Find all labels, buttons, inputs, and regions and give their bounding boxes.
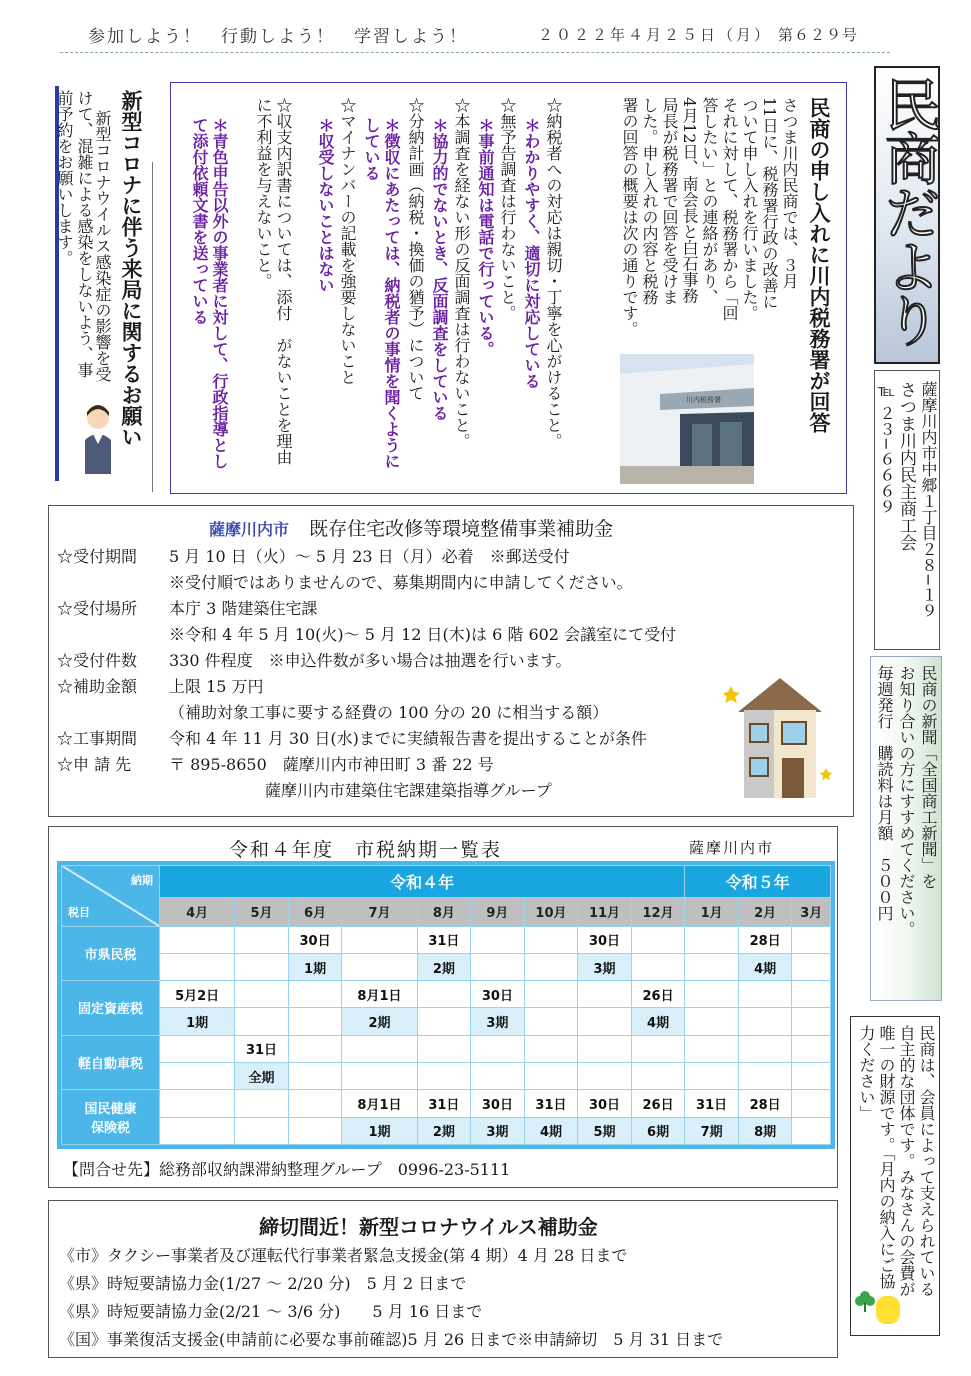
month-header: 4月 (160, 898, 235, 926)
term-cell (342, 1063, 417, 1090)
term-cell: 5期 (578, 1117, 632, 1144)
term-cell (524, 1008, 578, 1035)
due-date-cell (685, 1035, 739, 1062)
due-date-cell: 26日 (631, 981, 685, 1008)
article-text: 署の回答の概要は次の通りです。 (620, 97, 639, 337)
deadline-item: 《県》時短要請協力金(1/27 ～ 2/20 分) 5 月 2 日まで (59, 1274, 467, 1293)
news-line: 民商の新聞「全国商工新聞」を (919, 665, 938, 889)
term-cell (288, 1063, 342, 1090)
request-item: ☆マイナンバーの記載を強要しないこと (338, 97, 357, 385)
address-line: 薩摩川内市中郷１丁目２８−１９ (919, 381, 938, 619)
deadline-item: 《県》時短要請協力金(2/21 ～ 3/6 分) 5 月 16 日まで (59, 1302, 483, 1321)
due-date-cell (578, 1035, 632, 1062)
article-text: それに対して、税務署から「回 (720, 97, 739, 321)
term-cell (685, 953, 739, 980)
term-cell (524, 953, 578, 980)
corona-text: 前予約をお願いします。 (55, 90, 74, 266)
tax-term-row (62, 1063, 831, 1090)
due-date-cell: 31日 (417, 926, 471, 953)
term-cell (235, 1117, 289, 1144)
due-date-cell (524, 981, 578, 1008)
term-cell (235, 1008, 289, 1035)
month-header: 5月 (235, 898, 289, 926)
term-cell: 3期 (471, 1008, 525, 1035)
due-date-cell (631, 926, 685, 953)
month-header: 9月 (471, 898, 525, 926)
term-cell (685, 1063, 739, 1090)
due-date-cell (578, 981, 632, 1008)
corona-text: けて、混雑による感染をしないよう、事 (75, 90, 94, 378)
due-date-cell (417, 1035, 471, 1062)
request-item: ☆納税者への対応は親切・丁寧を心がけること。 (544, 97, 563, 449)
row-label: ☆補助金額 (57, 677, 138, 696)
office-answer: ＊青色申告以外の事業者に対して、行政指導として添付依頼文書を送っている (190, 117, 229, 469)
due-date-cell (792, 981, 831, 1008)
article-text: さつま川内民商では、３月 (780, 97, 799, 289)
term-cell: 6期 (631, 1117, 685, 1144)
slogan: 参加しよう！ 行動しよう！ 学習しよう！ (88, 27, 468, 47)
term-cell: 4期 (738, 953, 792, 980)
header-divider (60, 52, 890, 53)
membership-note (850, 1016, 940, 1336)
article-text: ついて申し入れを行いました。 (740, 97, 759, 321)
due-date-cell: 28日 (738, 926, 792, 953)
due-date-cell (235, 926, 289, 953)
term-cell (792, 1008, 831, 1035)
due-date-cell: 30日 (578, 926, 632, 953)
row-text: 〒 895-8650 薩摩川内市神田町 3 番 22 号 (169, 755, 494, 774)
due-date-cell (792, 1035, 831, 1062)
corona-deadlines (48, 1200, 838, 1358)
due-date-cell (471, 1035, 525, 1062)
due-date-cell (342, 1035, 417, 1062)
term-cell (578, 1008, 632, 1035)
subsidy-row (57, 778, 552, 801)
month-header: 8月 (417, 898, 471, 926)
newspaper-ad (870, 656, 942, 1001)
news-line: お知り合いの方にすすめてください。 (897, 665, 916, 937)
subsidy-heading (209, 514, 613, 541)
due-date-cell: 31日 (417, 1090, 471, 1117)
term-cell (578, 1063, 632, 1090)
deadline-item: 《市》タクシー事業者及び運転代行事業者緊急支援金(第 4 期）4 月 28 日まで (59, 1246, 628, 1265)
article-text: 4月12日、南会長と白石事務 (680, 97, 699, 304)
tax-name (62, 1090, 160, 1145)
tax-name-line: 保険税 (90, 1121, 130, 1137)
month-header: 11月 (578, 898, 632, 926)
row-label: ☆受付期間 (57, 547, 138, 566)
receptionist-illustration (77, 404, 119, 476)
request-item: ☆収支内訳書については、添付 がないことを理由に不利益を与えないこと。 (254, 97, 293, 465)
address-box (874, 370, 940, 650)
tax-term-row (62, 953, 831, 980)
due-date-cell: 30日 (471, 981, 525, 1008)
row-label: ☆受付件数 (57, 651, 138, 670)
term-cell: 2期 (342, 1008, 417, 1035)
due-date-cell (738, 1035, 792, 1062)
article-text: 答したい」との連絡があり、 (700, 97, 719, 305)
request-item: ☆分納計画（納税・換価の猶予）について (406, 97, 425, 401)
page-header (60, 18, 900, 58)
due-date-cell (792, 926, 831, 953)
year-header: 令和５年 (685, 866, 831, 898)
row-text: 5 月 10 日（火）～ 5 月 23 日（月）必着 ※郵送受付 (169, 547, 570, 566)
article-title: 民商の申し入れに川内税務署が回答 (807, 97, 832, 433)
term-cell: 4期 (631, 1008, 685, 1035)
term-cell (160, 1117, 235, 1144)
due-date-cell: 31日 (524, 1090, 578, 1117)
term-cell (417, 1008, 471, 1035)
term-cell: 4期 (524, 1117, 578, 1144)
tax-date-row (62, 926, 831, 953)
office-answer: ＊わかりやすく、適切に対応している (522, 117, 541, 389)
month-header: 12月 (631, 898, 685, 926)
due-date-cell: 8月1日 (342, 981, 417, 1008)
term-cell: 7期 (685, 1117, 739, 1144)
term-cell: 1期 (342, 1117, 417, 1144)
tax-name: 軽自動車税 (62, 1035, 160, 1090)
month-header: 3月 (792, 898, 831, 926)
member-line: 力ください」 (857, 1025, 876, 1121)
term-cell: 1期 (160, 1008, 235, 1035)
phone-number: ℡ ２３−６６６９ (877, 381, 896, 515)
issue-date: ２０２２年４月２５日（月） (538, 26, 773, 44)
due-date-cell (685, 926, 739, 953)
term-cell (685, 1008, 739, 1035)
due-date-cell (417, 981, 471, 1008)
member-line: 自主的な団体です。みなさんの会費が (897, 1025, 916, 1297)
row-text: ※受付順ではありませんので、募集期間内に申請してください。 (169, 573, 633, 592)
year-header: 令和４年 (160, 866, 685, 898)
corner-top: 納期 (131, 874, 153, 887)
article-text: した。申し入れの内容と税務 (640, 97, 659, 305)
due-date-cell (524, 1035, 578, 1062)
term-cell: 全期 (235, 1063, 289, 1090)
row-text: 330 件程度 ※申込件数が多い場合は抽選を行います。 (169, 651, 572, 670)
corner-bottom: 税目 (68, 905, 90, 919)
row-text: ※令和 4 年 5 月 10(火)～ 5 月 12 日(木)は 6 階 602 会議室にて受付 (169, 625, 677, 644)
due-date-cell: 30日 (471, 1090, 525, 1117)
article-text: 局長が税務署で回答を受けま (660, 97, 679, 305)
month-header: 2月 (738, 898, 792, 926)
due-date-cell (342, 926, 417, 953)
row-label: ☆工事期間 (57, 729, 138, 748)
term-cell (160, 953, 235, 980)
due-date-cell (288, 981, 342, 1008)
subsidy-row (57, 596, 317, 619)
article-text: 11日に、税務署行政の改善に (760, 97, 779, 310)
term-cell (417, 1063, 471, 1090)
schedule-table-frame (57, 861, 835, 1149)
subsidy-row (57, 726, 647, 749)
subsidy-row (57, 544, 570, 567)
tax-name-line: 国民健康 (84, 1102, 137, 1118)
term-cell (471, 953, 525, 980)
term-cell: 1期 (288, 953, 342, 980)
month-header: 7月 (342, 898, 417, 926)
term-cell (288, 1008, 342, 1035)
subsidy-city: 薩摩川内市 (209, 520, 290, 539)
masthead-title-box (874, 66, 940, 364)
term-cell (792, 1063, 831, 1090)
due-date-cell (160, 1035, 235, 1062)
term-cell (342, 953, 417, 980)
news-line: 毎週発行 購読料は月額 ５００円 (875, 665, 894, 921)
due-date-cell (471, 926, 525, 953)
org-name: さつま川内民主商工会 (896, 381, 916, 551)
due-date-cell: 28日 (738, 1090, 792, 1117)
subsidy-row (57, 700, 608, 723)
term-cell: 2期 (417, 1117, 471, 1144)
schedule-contact: 【問合せ先】総務部収納課滞納整理グループ 0996-23-5111 (63, 1160, 511, 1179)
due-date-cell (288, 1035, 342, 1062)
schedule-table-body (62, 866, 831, 1145)
term-cell (738, 1063, 792, 1090)
office-answer: ＊事前通知は電話で行っている。 (476, 117, 495, 357)
due-date-cell (288, 1090, 342, 1117)
term-cell (524, 1063, 578, 1090)
corona-text: 新型コロナウイルス感染症の影響を受 (93, 110, 112, 382)
subsidy-title: 既存住宅改修等環境整備事業補助金 (309, 518, 614, 540)
row-label: ☆受付場所 (57, 599, 138, 618)
subsidy-row (57, 622, 676, 645)
issue-number: 第６２９号 (778, 26, 859, 44)
corona-notice (55, 82, 157, 492)
term-cell (235, 953, 289, 980)
member-line: 民商は、会員によって支えられている (917, 1025, 936, 1297)
house-illustration (724, 672, 836, 802)
row-text: （補助対象工事に要する経費の 100 分の 20 に相当する額） (169, 703, 609, 722)
due-date-cell (631, 1035, 685, 1062)
row-text: 令和 4 年 11 月 30 日(水)までに実績報告書を提出することが条件 (169, 729, 647, 748)
office-answer: ＊収受しないことはない (316, 117, 335, 293)
subsidy-row (57, 674, 264, 697)
due-date-cell (738, 981, 792, 1008)
due-date-cell: 30日 (288, 926, 342, 953)
subsidy-row (57, 648, 571, 671)
month-header: 6月 (288, 898, 342, 926)
due-date-cell: 31日 (235, 1035, 289, 1062)
term-cell: 3期 (578, 953, 632, 980)
masthead-title: 民商だより (876, 76, 941, 346)
term-cell (471, 1063, 525, 1090)
row-text: 薩摩川内市建築住宅課建築指導グループ (169, 781, 552, 800)
schedule-city: 薩摩川内市 (689, 839, 775, 857)
tax-office-photo (620, 354, 754, 484)
office-answer: ＊協力的でないとき、反面調査をしている (430, 117, 449, 421)
due-date-cell: 31日 (685, 1090, 739, 1117)
corona-title: 新型コロナに伴う来局に関するお願い (119, 90, 144, 447)
subsidy-row (57, 570, 633, 593)
term-cell (792, 953, 831, 980)
month-header: 10月 (524, 898, 578, 926)
tax-date-row (62, 981, 831, 1008)
due-date-cell (160, 1090, 235, 1117)
tax-date-row (62, 1035, 831, 1062)
member-line: 唯一の財源です。「月内の納入にご協 (877, 1025, 896, 1289)
term-cell: 3期 (471, 1117, 525, 1144)
schedule-title: 令和４年度 市税納期一覧表 (229, 839, 503, 861)
subsidy-row (57, 752, 494, 775)
due-date-cell (524, 926, 578, 953)
request-item: ☆無予告調査は行わないこと。 (498, 97, 517, 321)
request-item: ☆本調査を経ない形の反面調査は行わないこと。 (452, 97, 471, 449)
due-date-cell (685, 981, 739, 1008)
term-cell (631, 1063, 685, 1090)
tax-name: 市県民税 (62, 926, 160, 981)
tax-schedule (48, 826, 838, 1188)
row-label: ☆申 請 先 (57, 755, 132, 774)
schedule-table (61, 865, 831, 1145)
tax-name: 固定資産税 (62, 981, 160, 1036)
year-row (62, 866, 831, 898)
divider (152, 162, 153, 492)
month-header: 1月 (685, 898, 739, 926)
row-text: 本庁 3 階建築住宅課 (169, 599, 318, 618)
office-answer: ＊徴収にあたっては、納税者の事情を聞くようにしている (362, 117, 401, 469)
due-date-cell (235, 981, 289, 1008)
due-date-cell: 30日 (578, 1090, 632, 1117)
term-cell (631, 953, 685, 980)
term-cell (792, 1117, 831, 1144)
due-date-cell: 8月1日 (342, 1090, 417, 1117)
due-date-cell: 5月2日 (160, 981, 235, 1008)
term-cell (160, 1063, 235, 1090)
term-cell (288, 1117, 342, 1144)
table-corner (62, 866, 160, 927)
term-cell: 8期 (738, 1117, 792, 1144)
tax-term-row (62, 1117, 831, 1144)
tax-term-row (62, 1008, 831, 1035)
row-text: 上限 15 万円 (169, 677, 264, 696)
clover-icon (854, 1290, 876, 1312)
due-date-cell (235, 1090, 289, 1117)
highlight-mark (876, 1296, 900, 1324)
photo-sign: 川内税務署 (686, 396, 721, 404)
tax-date-row (62, 1090, 831, 1117)
term-cell (738, 1008, 792, 1035)
due-date-cell: 26日 (631, 1090, 685, 1117)
term-cell: 2期 (417, 953, 471, 980)
due-date-cell (792, 1090, 831, 1117)
due-date-cell (160, 926, 235, 953)
month-row (62, 898, 831, 926)
deadlines-title: 締切間近！新型コロナウイルス補助金 (259, 1215, 598, 1239)
deadline-item: 《国》事業復活支援金(申請前に必要な事前確認)5 月 26 日まで※申請締切 5 月 31 日まで (59, 1330, 724, 1349)
